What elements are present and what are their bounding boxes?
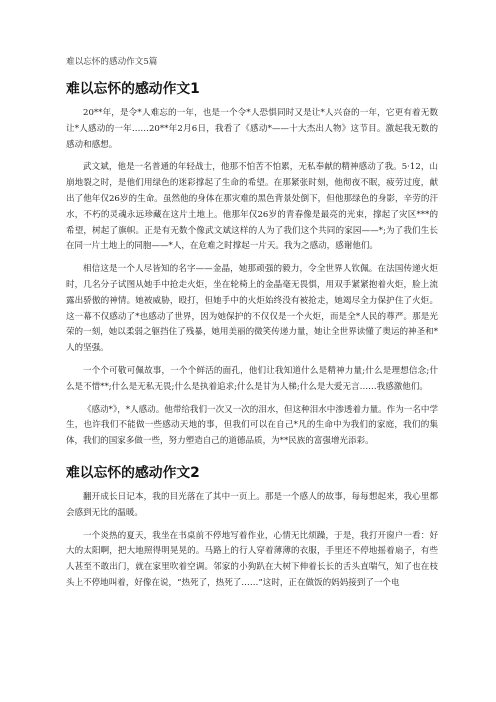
paragraph: 一个个可敬可佩故事，一个个鲜活的面孔，他们让我知道什么是精神力量;什么是理想信念;什么是不惜**;什么是无私无畏;什么是执着追求;什么是甘为人梯;什么是大爱无言……我感激他们。: [66, 365, 438, 392]
paragraph: 武文斌，他是一名普通的年轻战士，他那不怕苦不怕累，无私奉献的精神感动了我。5·12，山崩地裂之时，是他们用绿色的迷彩撑起了生命的希望。在那紧张时刻，他彻夜不眠，疲劳过度，献出了他年仅26岁的生命。虽然他的身体在那灾难的黑色背景处倒下，但他那绿色的身影，辛劳的汗水，不朽的灵魂永远珍藏在这片土地上。他那年仅26岁的青春像是最亮的光束，撑起了灾区***的希望，树起了旗帜。正是有无数个像武文斌这样的人为了我们这个共同的家园——*;为了我们生长在同一片土地上的同胞——*人，在危难之时撑起一片天。我为之感动，感谢他们。: [66, 162, 438, 252]
section-heading: 难以忘怀的感动作文2: [66, 464, 200, 481]
paragraph: 翻开成长日记本，我的目光落在了其中一页上。那是一个感人的故事，每每想起来，我心里都会感到无比的温暖。: [66, 491, 438, 518]
essay-section-2: [66, 464, 438, 592]
essay-section-1: [66, 80, 438, 450]
paragraph: 一个炎热的夏天，我坐在书桌前不停地写着作业，心情无比烦躁，于是，我打开窗户一看：好大的太阳啊，把大地照得明晃晃的。马路上的行人穿着薄薄的衣服，手里还不停地摇着扇子，有些人甚至不敢出门，就在家里吹着空调。邻家的小狗趴在大树下伸着长长的舌头直喘气，知了也在枝头上不停地叫着，好像在说，“热死了，热死了……”这时，正在做饭的妈妈接到了一个电: [66, 530, 438, 588]
paragraph: 《感动*》，*人感动。他带给我们一次又一次的泪水，但这种泪水中渗透着力量。作为一名中学生，也许我们不能做一些感动天地的事，但我们可以在自己*凡的生命中为我们的家庭，我们的集体，我们的国家多做一些，努力塑造自己的道德品质，为**民族的富强增光添彩。: [66, 404, 438, 447]
paragraph: 20**年，是令*人难忘的一年，也是一个令*人恐惧同时又是让*人兴奋的一年，它更有着无数让*人感动的一年……20**年2月6日，我看了《感动*——十大杰出人物》这节目。激起我无数的感动和感想。: [66, 108, 438, 150]
paragraph: 相信这是一个人尽皆知的名字——金晶，她那顽强的毅力，令全世界人钦佩。在法国传递火炬时，几名分子试图从她手中抢走火炬，坐在轮椅上的金晶毫无畏惧，用双手紧紧抱着火炬，脸上流露出骄傲的神情。她被威胁，殴打，但她手中的火炬始终没有被抢走，她竭尽全力保护住了火炬。这一幕不仅感动了*也感动了世界，因为她保护的不仅仅是一个火炬，而是全*人民的尊严。那是光荣的一刻，她以柔弱之躯挡住了残暴，她用美丽的微笑传递力量，她让全世界读懂了奥运的神圣和*人的坚强。: [66, 264, 438, 354]
document-page: [66, 56, 438, 599]
section-heading: 难以忘怀的感动作文1: [66, 81, 200, 97]
document-title: 难以忘怀的感动作文5篇: [66, 57, 158, 67]
